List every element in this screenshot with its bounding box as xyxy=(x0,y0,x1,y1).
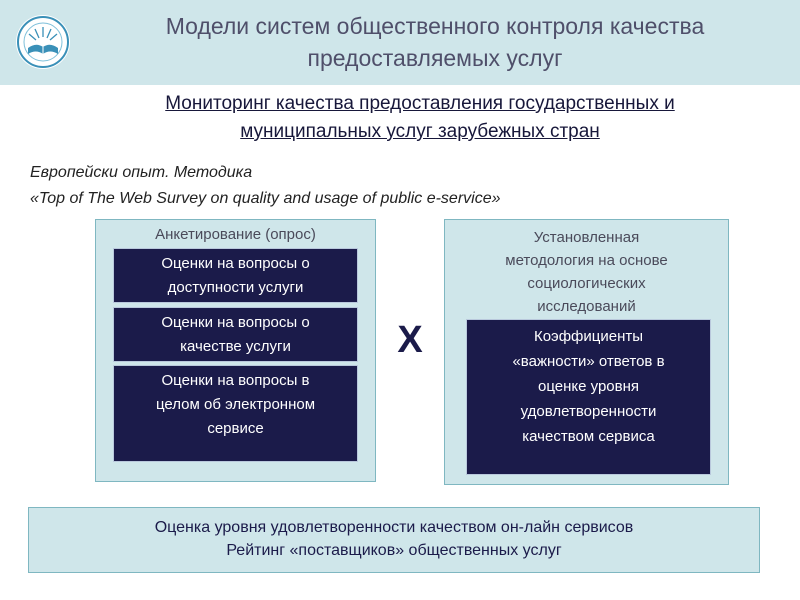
footer-line-1: Оценка уровня удовлетворенности качеством он-лайн сервисов xyxy=(154,519,634,536)
slide-subtitle xyxy=(40,90,800,146)
book-emblem-icon xyxy=(16,15,70,69)
page-title-line-2: предоставляемых услуг xyxy=(307,45,563,71)
result-footer xyxy=(28,507,760,573)
footer-line-2: Рейтинг «поставщиков» общественных услуг xyxy=(226,542,562,559)
survey-item-e-service xyxy=(113,365,358,462)
survey-item-text: Оценки на вопросы о xyxy=(161,314,310,331)
methodology-caption xyxy=(30,160,790,212)
coefficients-text: «важности» ответов в xyxy=(512,353,665,370)
survey-item-text: качестве услуги xyxy=(180,338,291,355)
methodology-panel xyxy=(444,219,729,485)
importance-coefficients-box xyxy=(466,319,711,475)
methodology-heading-line: социологических xyxy=(527,275,646,292)
methodology-line-2: «Top of The Web Survey on quality and usage of public e-service» xyxy=(30,190,501,207)
subtitle-line-1: Мониторинг качества предоставления государственных и xyxy=(165,93,675,114)
coefficients-text: Коэффициенты xyxy=(533,328,644,345)
survey-item-text: Оценки на вопросы в xyxy=(161,372,310,389)
survey-panel xyxy=(95,219,376,482)
multiply-sign: X xyxy=(397,319,423,361)
methodology-heading-line: методология на основе xyxy=(505,252,668,269)
coefficients-text: удовлетворенности xyxy=(520,403,657,420)
page-title-line-1: Модели систем общественного контроля качества xyxy=(165,13,705,39)
header-bar xyxy=(0,0,800,85)
survey-item-text: Оценки на вопросы о xyxy=(161,255,310,272)
coefficients-text: качеством сервиса xyxy=(522,428,655,445)
methodology-heading-line: исследований xyxy=(537,298,636,315)
coefficients-text: оценке уровня xyxy=(537,378,640,395)
survey-item-text: доступности услуги xyxy=(167,279,304,296)
survey-item-quality xyxy=(113,307,358,362)
subtitle-line-2: муниципальных услуг зарубежных стран xyxy=(240,121,600,142)
methodology-panel-heading xyxy=(445,226,728,318)
survey-item-text: целом об электронном xyxy=(155,396,316,413)
survey-item-accessibility xyxy=(113,248,358,303)
survey-item-text: сервисе xyxy=(207,420,264,437)
survey-panel-heading: Анкетирование (опрос) xyxy=(155,226,316,243)
page-title xyxy=(85,10,785,74)
methodology-heading-line: Установленная xyxy=(533,229,640,246)
methodology-line-1: Европейски опыт. Методика xyxy=(30,164,253,181)
